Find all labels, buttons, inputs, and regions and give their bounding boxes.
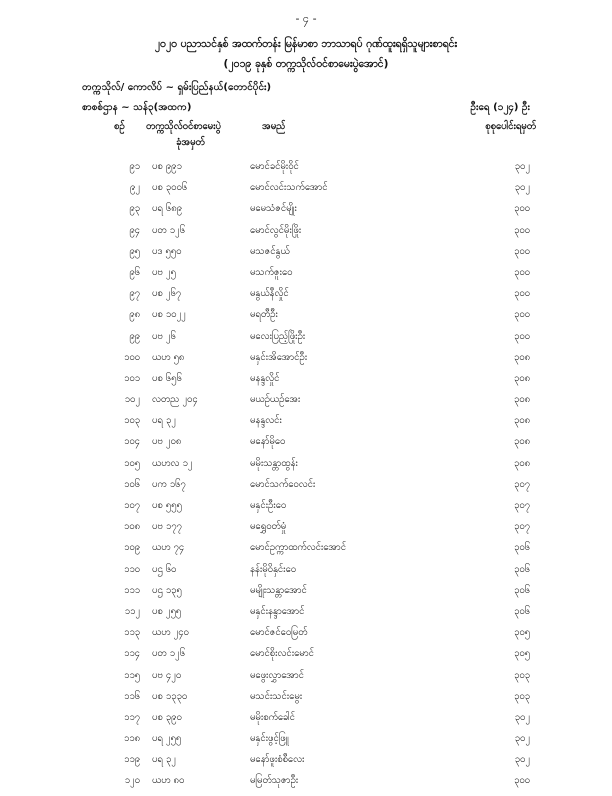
table-row — [0, 435, 612, 456]
roll-number: ယဟလ ၁၂ — [152, 457, 193, 469]
roll-number: ပရ ၂၅၅ — [152, 733, 182, 745]
table-row — [0, 711, 612, 732]
total-marks: ၃၀၆ — [513, 605, 530, 617]
student-name: မောင်လင်းသက်အောင် — [250, 182, 328, 194]
row-number: ၁၁၂ — [124, 605, 140, 617]
student-name: မနှင်းနန္ဒာအောင် — [250, 605, 305, 617]
row-number: ၁၁၉ — [123, 754, 140, 766]
row-number: ၁၀၄ — [123, 436, 140, 448]
row-number: ၁၀၅ — [123, 457, 140, 469]
table-row — [0, 647, 612, 668]
region-label: တက္ကသိုလ်/ ကောလိပ် ~ ရှမ်းပြည်နယ်(တောင်ပိုင်း) — [82, 82, 272, 93]
total-marks: ၃၀၆ — [513, 563, 530, 575]
roll-number: ပတ ၁၂၆ — [152, 648, 186, 660]
roll-number: ပဗ ၂၆ — [152, 330, 176, 342]
roll-number: ယဟ ၈၀ — [152, 775, 185, 787]
table-row — [0, 584, 612, 605]
table-row — [0, 414, 612, 435]
row-number: ၁၁၄ — [123, 648, 140, 660]
header-total-marks: စုစုပေါင်းရမှတ် — [485, 121, 536, 132]
document-title: ၂၀၂၀ ပညာသင်နှစ် အထက်တန်း မြန်မာစာ ဘာသာရပ် ဂုဏ်ထူးရရှိသူများစာရင်း — [154, 38, 458, 50]
table-row — [0, 605, 612, 626]
roll-number: ပစ ၂၅၅ — [152, 605, 182, 617]
table-row — [0, 690, 612, 711]
row-number: ၉၂ — [129, 182, 140, 194]
row-number: ၁၁၀ — [123, 563, 140, 575]
student-name: မနှင်းအိအောင်ဦး — [250, 351, 308, 363]
total-marks: ၃၀၀ — [513, 203, 530, 215]
table-row — [0, 478, 612, 499]
total-marks: ၃၀၀ — [513, 266, 530, 278]
row-number: ၁၁၈ — [123, 733, 140, 745]
row-number: ၁၀၈ — [123, 521, 140, 533]
exam-center-label: စာစစ်ဌာန ~ သန်၃(အထက) — [82, 102, 192, 113]
student-name: မနှင်းဖွင့်ဖြူ — [250, 733, 289, 745]
student-name: မမြတ်သုဇာဦး — [250, 775, 299, 787]
table-row — [0, 541, 612, 562]
row-number: ၁၀၉ — [123, 542, 140, 554]
total-marks: ၃၀၃ — [513, 669, 530, 681]
student-name: မယဉ်ယဉ်အေး — [250, 394, 301, 406]
student-name: မမိုးစက်ခေါင် — [250, 711, 295, 723]
roll-number: ပစ ၃၀၀၆ — [152, 182, 188, 194]
student-name: နန်းမိုဝိနှင်းဝေ — [250, 563, 297, 575]
table-row — [0, 499, 612, 520]
table-row — [0, 753, 612, 774]
roll-number: ပစ ၉၉၁ — [152, 161, 182, 172]
row-number: ၁၁၅ — [123, 669, 140, 681]
roll-number: ပရ ၆၈၉ — [152, 203, 183, 215]
total-marks: ၃၀၀ — [513, 224, 530, 236]
row-number: ၉၈ — [129, 309, 140, 321]
student-name: မောင်ဇင်ဝေမြတ် — [250, 627, 308, 639]
student-name: မရွှေဝတ်မှုံ — [250, 521, 287, 533]
roll-number: ပဗ ၁၇၇ — [152, 521, 182, 533]
total-marks: ၃၀၀ — [513, 309, 530, 321]
total-marks: ၃၀၀ — [513, 330, 530, 342]
results-table — [0, 160, 612, 796]
row-number: ၉၉ — [129, 330, 140, 342]
student-name: မောင်ဥက္ကာထက်လင်းအောင် — [250, 542, 346, 554]
table-row — [0, 626, 612, 647]
total-marks: ၃၀၆ — [513, 542, 530, 554]
student-name: မောင်လွင်မိုးဖြိုး — [250, 224, 302, 236]
roll-number: ပဌ ၆၀ — [152, 563, 177, 575]
student-name: မလေးပြည့်ဖြိုးဦး — [250, 330, 306, 342]
student-name: မသဇင်နွယ် — [250, 245, 290, 257]
table-row — [0, 245, 612, 266]
student-name: မနော်မိုဝေ — [250, 436, 286, 448]
header-roll-number: တက္ကသိုလ်ဝင်စာမေးပွဲ — [146, 121, 221, 132]
roll-number: ပစ ၁၀၂၂ — [152, 309, 186, 321]
roll-number: ယဟ ၅၈ — [152, 351, 185, 363]
row-number: ၉၃ — [129, 203, 140, 215]
row-number: ၁၀၀ — [123, 351, 140, 363]
row-number: ၁၀၂ — [124, 394, 140, 406]
roll-number: ပစ ၅၅၅ — [152, 500, 182, 511]
roll-number: လတည ၂၀၄ — [152, 394, 198, 406]
total-marks: ၃၀၂ — [514, 754, 530, 766]
roll-number: ပစ ၆၅၆ — [152, 372, 182, 384]
total-marks: ၃၀၂ — [514, 161, 530, 172]
total-marks: ၃၀၃ — [513, 690, 530, 702]
total-marks: ၃၀၈ — [513, 457, 530, 469]
total-marks: ၃၀၀ — [513, 775, 530, 787]
student-name: မမိုးသန္တာထွန်း — [250, 457, 298, 469]
table-row — [0, 774, 612, 795]
student-name: မနန္ဒလှိုင် — [250, 372, 280, 384]
header-number: စဉ် — [114, 121, 125, 132]
page-number: - ၄ - — [295, 12, 317, 25]
total-marks: ၃၀၈ — [513, 436, 530, 448]
roll-number: ပစ ၃၉၀ — [152, 711, 182, 723]
roll-number: ပဒ ၅၅၀ — [152, 245, 182, 257]
student-name: မမျိုးသန္တာအောင် — [250, 584, 307, 596]
roll-number: ယဟ ၂၄၀ — [152, 627, 189, 639]
table-row — [0, 520, 612, 541]
roll-number: ပဗ ၂၅ — [152, 266, 176, 278]
roll-number: ပဗ ၄၂၀ — [152, 669, 182, 681]
table-row — [0, 669, 612, 690]
document-subtitle: (၂၀၁၉ ခုနှစ် တက္ကသိုလ်ဝင်စာမေးပွဲအောင်) — [223, 58, 389, 70]
row-number: ၁၁၁ — [123, 584, 140, 596]
student-name: မနန္ဒလင်း — [250, 415, 282, 427]
roll-number: ပစ ၁၃၃၀ — [152, 690, 188, 702]
student-name: မောင်စိုးလင်းမောင် — [250, 648, 314, 660]
total-marks: ၃၀၇ — [513, 521, 530, 533]
roll-number: ပဌ ၁၃၅ — [152, 584, 182, 596]
row-number: ၁၂၀ — [124, 775, 140, 787]
roll-number: ပဗ ၂၀၈ — [152, 436, 182, 448]
total-marks: ၃၀၂ — [514, 711, 530, 723]
table-row — [0, 393, 612, 414]
total-marks: ၃၀၇ — [513, 478, 530, 490]
student-name: မနွယ်နီလှိုင် — [250, 288, 289, 300]
table-row — [0, 266, 612, 287]
row-number: ၉၆ — [129, 266, 140, 278]
row-number: ၁၀၁ — [123, 372, 140, 384]
row-number: ၉၄ — [129, 224, 140, 236]
total-marks: ၃၀၆ — [513, 584, 530, 596]
student-name: မရတီဦး — [250, 309, 278, 321]
table-row — [0, 308, 612, 329]
row-number: ၁၀၆ — [123, 478, 140, 490]
total-marks: ၃၀၈ — [513, 351, 530, 363]
student-name: မနှင်းဦးဝေ — [250, 500, 287, 511]
roll-number: ပရ ၃၂ — [152, 754, 176, 766]
table-row — [0, 160, 612, 181]
row-number: ၁၁၃ — [123, 627, 140, 639]
table-row — [0, 457, 612, 478]
header-name: အမည် — [262, 121, 286, 132]
row-number: ၉၅ — [129, 245, 140, 257]
table-row — [0, 202, 612, 223]
header-roll-number-line2: ခုံအမှတ် — [176, 137, 205, 148]
roll-number: ယဟ ၇၄ — [152, 542, 185, 554]
row-number: ၁၁၇ — [123, 711, 140, 723]
table-row — [0, 181, 612, 202]
table-row — [0, 287, 612, 308]
table-row — [0, 732, 612, 753]
student-name: မောင်သက်ဝေလင်း — [250, 478, 316, 490]
student-count: ဦးရေ (၁၂၄) ဦး — [470, 102, 530, 113]
total-marks: ၃၀၈ — [513, 372, 530, 384]
roll-number: ပတ ၁၂၆ — [152, 224, 186, 236]
table-row — [0, 372, 612, 393]
student-name: မသင်းသင်းမွေး — [250, 690, 303, 702]
table-row — [0, 351, 612, 372]
total-marks: ၃၀၂ — [514, 182, 530, 194]
row-number: ၁၁၆ — [123, 690, 140, 702]
total-marks: ၃၀၅ — [513, 648, 530, 660]
student-name: မောင်ခင်မိုးဝိုင် — [250, 161, 299, 172]
roll-number: ပရ ၃၂ — [152, 415, 176, 427]
row-number: ၁၀၃ — [123, 415, 140, 427]
total-marks: ၃၀၀ — [513, 288, 530, 300]
student-name: မသက်ဇူးဝေ — [250, 266, 293, 278]
total-marks: ၃၀၈ — [513, 394, 530, 406]
roll-number: ပက ၁၆၇ — [152, 478, 186, 490]
table-row — [0, 563, 612, 584]
total-marks: ၃၀၅ — [513, 627, 530, 639]
table-row — [0, 330, 612, 351]
total-marks: ၃၀၂ — [514, 733, 530, 745]
row-number: ၉၇ — [129, 288, 140, 300]
student-name: မနော်ဖူးစံစီလေး — [250, 754, 305, 766]
total-marks: ၃၀၀ — [513, 245, 530, 257]
table-row — [0, 224, 612, 245]
student-name: မဖွေးလွှာအောင် — [250, 669, 304, 681]
row-number: ၁၀၇ — [123, 500, 140, 511]
total-marks: ၃၀၇ — [513, 500, 530, 511]
roll-number: ပစ ၂၆၇ — [152, 288, 182, 300]
total-marks: ၃၀၈ — [513, 415, 530, 427]
student-name: မမေသံဇင်မျိုး — [250, 203, 297, 215]
row-number: ၉၁ — [129, 161, 140, 172]
